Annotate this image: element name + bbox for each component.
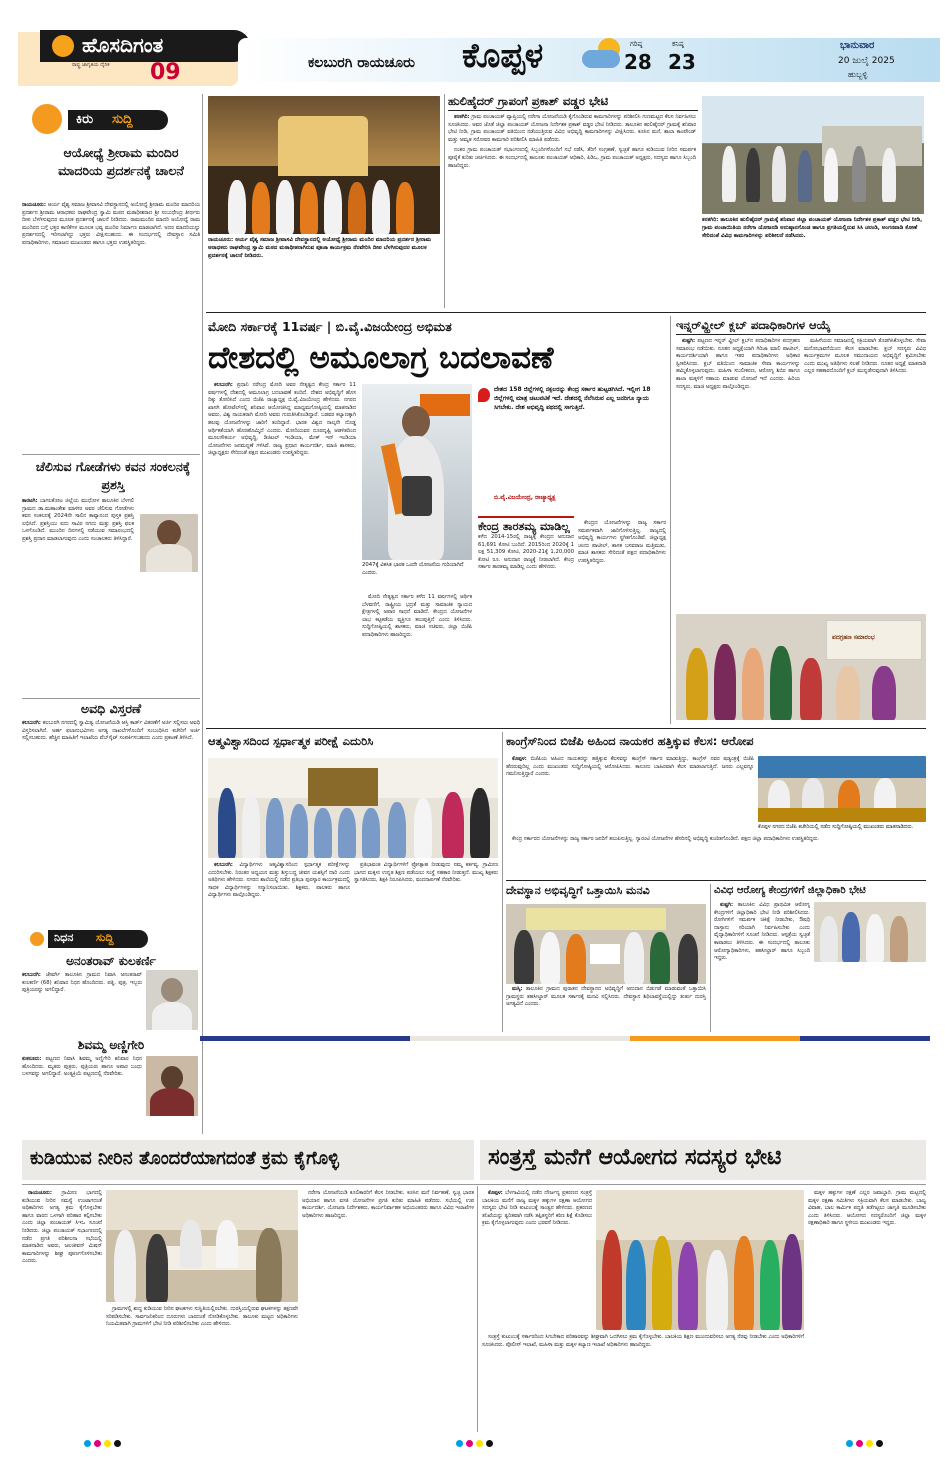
author-photo [140,514,198,572]
page-number: 09 [150,60,181,85]
masthead [0,0,945,90]
kirusuddi-header [22,102,172,138]
nidhana-label-b: ಸುದ್ದಿ [96,931,114,944]
bottom-right-body-3 [808,1190,926,1430]
factbox-title: ಕೇಂದ್ರ ತಾರತಮ್ಯ ಮಾಡಿಲ್ಲ [478,520,570,533]
story1-dateline: ರಾಯಚೂರು: [22,202,46,208]
h1-title: ಹುಲಿಹೈದರ್ ಗ್ರಾಪಂಗೆ ಪ್ರಕಾಶ್ ವಡ್ಡರ ಭೇಟಿ [448,94,609,108]
photo-water-meeting [106,1190,298,1302]
lead-photo [362,384,472,560]
bottom-left-body [22,1190,102,1430]
row3-a-dateline: ಕಲಬುರಗಿ: [214,862,233,868]
photo-health-visit [814,902,926,962]
row3-c-dateline: ಮಸ್ಕಿ: [512,986,523,992]
row3-d-text: ತಾಲೂಕಿನ ವಿವಿಧ ಪ್ರಾಥಮಿಕ ಆರೋಗ್ಯ ಕೇಂದ್ರಗಳಿಗೆ ಜಿಲ್ಲಾಧಿಕಾರಿ ಭೇಟಿ ನೀಡಿ ಪರಿಶೀಲಿಸಿದರು. ರೋಗಿಗಳಿಗೆ ಸಮರ್ಪಕ ಚಿಕಿತ್ಸೆ ನೀಡಬೇಕು, ಔಷಧಿ ದಾಸ್ತಾನು ಸರಿಯಾಗಿ ನಿರ್ವಹಿಸಬೇಕು ಎಂದು ವೈದ್ಯಾಧಿಕಾರಿಗಳಿಗೆ ಸೂಚನೆ ನೀಡಿದರು. ಆಸ್ಪತ್ರೆಯ ಸ್ವಚ್ಛತೆ ಕಾಪಾಡಲು ತಿಳಿಸಿದರು. ಈ ಸಂದರ್ಭದಲ್ಲಿ ತಾಲೂಕು ಆರೋಗ್ಯಾಧಿಕಾರಿಗಳು, ತಹಸೀಲ್ದಾರ್ ಹಾಗೂ ಸಿಬ್ಬಂದಿ ಇದ್ದರು. [714,902,810,962]
bottom-left-dateline: ರಾಯಚೂರು: [28,1190,52,1196]
lead-col3-text: ಕೇಂದ್ರದ ಯೋಜನೆಗಳನ್ನು ರಾಜ್ಯ ಸರ್ಕಾರ ಸಮರ್ಪಕವಾಗಿ ಜಾರಿಗೊಳಿಸುತ್ತಿಲ್ಲ. ರಾಜ್ಯದಲ್ಲಿ ಅಭಿವೃದ್ಧಿ ಕಾರ್ಯಗಳು ಸ್ಥಗಿತಗೊಂಡಿವೆ. ಜಿಲ್ಲಾಧ್ಯಕ್ಷ ಚಂದು ಪಾಟೀಲ್, ಶಾಸಕ ಬಸವರಾಜ ಮತ್ತಿಮಡು, ಮಾಜಿ ಶಾಸಕರು ಸೇರಿದಂತೆ ಪಕ್ಷದ ಪದಾಧಿಕಾರಿಗಳು ಉಪಸ್ಥಿತರಿದ್ದರು. [578,520,666,564]
obit2-name: ಶಿವಮ್ಮ ಅಣ್ಣಿಗೇರಿ [77,1038,145,1052]
kirusuddi-column [22,94,200,1134]
row3-b-body [506,756,754,836]
story3-text: ಕಲಬುರಗಿ ನಗರದಲ್ಲಿ ಸ್ವಾಮಿತ್ವ ಯೋಜನೆಯಡಿ ಆಸ್ತಿ ಕಾರ್ಡ್ ವಿತರಣೆಗೆ ಅರ್ಜಿ ಸಲ್ಲಿಸಲು ಅವಧಿ ವಿಸ್ತರಿಸಲಾಗಿದೆ. ಅರ್ಹ ಫಲಾನುಭವಿಗಳು ಅಗತ್ಯ ದಾಖಲೆಗಳೊಂದಿಗೆ ಸಂಬಂಧಿಸಿದ ಕಚೇರಿಗೆ ಅರ್ಜಿ ಸಲ್ಲಿಸಬಹುದು. ಹೆಚ್ಚಿನ ಮಾಹಿತಿಗೆ ಇಲಾಖೆಯ ವೆಬ್‌ಸೈಟ್ ಸಂಪರ್ಕಿಸಬಹುದು ಎಂದು ಪ್ರಕಟಣೆ ತಿಳಿಸಿದೆ. [22,720,200,742]
lead-headline: ದೇಶದಲ್ಲಿ ಅಮೂಲಾಗ್ರ ಬದಲಾವಣೆ [208,340,554,376]
photo-innerwheel [676,614,926,720]
bottom-right-body-2 [482,1334,804,1430]
district-names: ಕಲಬುರಗಿ ರಾಯಚೂರು [308,55,415,71]
obit2-photo [146,1056,198,1116]
row3-b-text: ಬಿಜೆಪಿಯ ಅಹಿಂದ ನಾಯಕರನ್ನು ಹತ್ತಿಕ್ಕುವ ಕೆಲಸವನ್ನು ಕಾಂಗ್ರೆಸ್ ಸರ್ಕಾರ ಮಾಡುತ್ತಿದ್ದು, ಕಾಂಗ್ರೆಸ್ ನವರ ಷಡ್ಯಂತ್ರಕ್ಕೆ ಬಿಜೆಪಿ ಹೆದರುವುದಿಲ್ಲ ಎಂದು ಮುಖಂಡರು ಸುದ್ದಿಗೋಷ್ಠಿಯಲ್ಲಿ ಆರೋಪಿಸಿದರು. ಕಾನೂನು ಬಾಹಿರವಾಗಿ ಕೆಲಸ ಮಾಡಲಾಗುತ್ತಿದೆ. ಜನರು ಎಲ್ಲವನ್ನೂ ಗಮನಿಸುತ್ತಿದ್ದಾರೆ ಎಂದರು. [506,756,754,778]
city: ಹುಬ್ಬಳ್ಳಿ [848,70,868,79]
row3-a-text-2: ಪ್ರತಿಭಾವಂತ ವಿದ್ಯಾರ್ಥಿಗಳಿಗೆ ಪ್ರೋತ್ಸಾಹ ನೀಡುವುದು ನಮ್ಮ ಕರ್ತವ್ಯ. ಗ್ರಾಮೀಣ ಭಾಗದ ಮಕ್ಕಳು ಉನ್ನತ ಶಿಕ್ಷಣ ಪಡೆಯಲು ಸಂಸ್ಥೆ ಸಹಕಾರ ನೀಡುತ್ತದೆ. ಮುಖ್ಯ ಶಿಕ್ಷಕರು ಸ್ವಾಗತಿಸಿದರು, ಶಿಕ್ಷಕಿ ನಿರೂಪಿಸಿದರು, ವಂದನಾರ್ಪಣೆ ನೆರವೇರಿತು. [354,862,498,884]
date: 20 ಜುಲೈ 2025 [838,56,895,66]
story1-body [22,202,200,452]
row3-c-text: ತಾಲೂಕಿನ ಗ್ರಾಮದ ಪುರಾತನ ದೇವಸ್ಥಾನದ ಅಭಿವೃದ್ಧಿಗೆ ಅನುದಾನ ಬಿಡುಗಡೆ ಮಾಡುವಂತೆ ಒತ್ತಾಯಿಸಿ ಗ್ರಾಮಸ್ಥರು ತಹಸೀಲ್ದಾರ್ ಮೂಲಕ ಸರ್ಕಾರಕ್ಕೆ ಮನವಿ ಸಲ್ಲಿಸಿದರು. ದೇವಸ್ಥಾನ ಶಿಥಿಲಾವಸ್ಥೆಯಲ್ಲಿದ್ದು ತುರ್ತು ದುರಸ್ತಿ ಅಗತ್ಯವಿದೆ ಎಂದರು. [506,986,706,1008]
photo1-caption: ರಾಯಚೂರು: ಆರ್ಯ ವೈಶ್ಯ ಸಮಾಜ ಶ್ರೀವಾಸವಿ ದೇವಸ್ಥಾನದಲ್ಲಿ ಅಯೋಧ್ಯೆ ಶ್ರೀರಾಮ ಮಂದಿರ ಮಾದರಿಯ ಪ್ರದರ್ಶನ ಶ್ರೀರಾಮ ಆರಾಧಕರು ರಾಘವೇಂದ್ರ ಸ್ವಾಮಿ ಮಠದ ಮಠಾಧೀಶರಾಗಿರುವ ಪೂಜಾ ಕಾರ್ಯಕ್ರಮ ನೆರವೇರಿಸಿ ದೀಪ ಬೆಳಗಿಸುವುದರ ಮೂಲಕ ಪ್ರದರ್ಶನಕ್ಕೆ ಚಾಲನೆ ನೀಡಿದರು. [208,237,432,259]
photo-commission-visit [596,1190,804,1330]
obit1-photo [146,970,198,1030]
date-day: ಭಾನುವಾರ [840,40,875,51]
innerwheel-banner: ಪದಗ್ರಹಣ ಸಮಾರಂಭ [832,634,875,641]
lead-dateline: ಕಲಬುರಗಿ: [214,382,233,388]
registration-marks-center [456,1440,516,1448]
bottom-right-title: ಸಂತ್ರಸ್ತೆ ಮನೆಗೆ ಆಯೋಗದ ಸದಸ್ಯರ ಭೇಟಿ [488,1145,782,1170]
row3-d-dateline: ಕುಷ್ಟಗಿ: [720,902,734,908]
row3-d-body [714,902,810,1032]
bottom-right-text-3: ಮಕ್ಕಳ ಹಕ್ಕುಗಳ ರಕ್ಷಣೆ ಎಲ್ಲರ ಜವಾಬ್ದಾರಿ. ಗ್ರಾಮ ಮಟ್ಟದಲ್ಲಿ ಮಕ್ಕಳ ರಕ್ಷಣಾ ಸಮಿತಿಗಳು ಸಕ್ರಿಯವಾಗಿ ಕೆಲಸ ಮಾಡಬೇಕು. ಬಾಲ್ಯ ವಿವಾಹ, ಬಾಲ ಕಾರ್ಮಿಕ ಪದ್ಧತಿ ತಡೆಗಟ್ಟಲು ಜಾಗೃತಿ ಮೂಡಿಸಬೇಕು ಎಂದು ತಿಳಿಸಿದರು. ಆಯೋಗದ ಸದಸ್ಯರೊಂದಿಗೆ ಜಿಲ್ಲಾ ಮಕ್ಕಳ ರಕ್ಷಣಾಧಿಕಾರಿ ಹಾಗೂ ಸ್ಥಳೀಯ ಮುಖಂಡರು ಇದ್ದರು. [808,1190,926,1227]
bottom-right-body [482,1190,592,1330]
lead-kicker: ಮೋದಿ ಸರ್ಕಾರಕ್ಕೆ 11ವರ್ಷ | ಬಿ.ವೈ.ವಿಜಯೇಂದ್ರ ಅಭಿಮತ [208,319,452,334]
section-divider [200,1036,930,1041]
innerwheel-dateline: ಕುಷ್ಟಗಿ: [682,338,696,344]
brand-name: ಹೊಸದಿಗಂತ [82,33,164,57]
row3-c-body [506,986,706,1032]
bottom-right-text: ಬೆಳಗಾವಿಯಲ್ಲಿ ನಡೆದ ದೌರ್ಜನ್ಯ ಪ್ರಕರಣದ ಸಂತ್ರಸ್ತೆ ಬಾಲಕಿಯ ಮನೆಗೆ ರಾಜ್ಯ ಮಕ್ಕಳ ಹಕ್ಕುಗಳ ರಕ್ಷಣಾ ಆಯೋಗದ ಸದಸ್ಯರು ಭೇಟಿ ನೀಡಿ ಕುಟುಂಬಕ್ಕೆ ಸಾಂತ್ವನ ಹೇಳಿದರು. ಪ್ರಕರಣದ ತನಿಖೆಯನ್ನು ತ್ವರಿತವಾಗಿ ನಡೆಸಿ ತಪ್ಪಿತಸ್ಥರಿಗೆ ಕಠಿಣ ಶಿಕ್ಷೆ ಕೊಡಿಸಲು ಕ್ರಮ ಕೈಗೊಳ್ಳಲಾಗುವುದು ಎಂದು ಭರವಸೆ ನೀಡಿದರು. [482,1190,592,1227]
bottom-left-text: ಗ್ರಾಮೀಣ ಭಾಗದಲ್ಲಿ ಕುಡಿಯುವ ನೀರಿನ ಸಮಸ್ಯೆ ಉಂಟಾಗದಂತೆ ಅಧಿಕಾರಿಗಳು ಅಗತ್ಯ ಕ್ರಮ ಕೈಗೊಳ್ಳಬೇಕು ಹಾಗೂ ವಾರದ ಒಳಗಾಗಿ ಪರಿಹಾರ ಕಲ್ಪಿಸಬೇಕು ಎಂದು ಜಿಲ್ಲಾ ಪಂಚಾಯತ್ ಸಿಇಒ ಸೂಚನೆ ನೀಡಿದರು. ಜಿಲ್ಲಾ ಪಂಚಾಯತ್ ಸಭಾಂಗಣದಲ್ಲಿ ನಡೆದ ಪ್ರಗತಿ ಪರಿಶೀಲನಾ ಸಭೆಯಲ್ಲಿ ಮಾತನಾಡಿದ ಅವರು, ಜಲಜೀವನ್ ಮಿಷನ್ ಕಾಮಗಾರಿಗಳನ್ನು ಶೀಘ್ರ ಪೂರ್ಣಗೊಳಿಸಬೇಕು ಎಂದರು. [22,1190,102,1265]
lead-quote-box [478,386,664,506]
photo-bjp-press [758,756,926,822]
row3-b-dateline: ಕೊಪ್ಪಳ: [512,756,527,762]
lead-body [208,382,356,722]
nidhana-header [30,928,150,950]
lead-text-2: ಮೋದಿ ನೇತೃತ್ವದ ಸರ್ಕಾರ ಕಳೆದ 11 ವರ್ಷಗಳಲ್ಲಿ ಆರ್ಥಿಕ ಬೆಳವಣಿಗೆ, ರಾಷ್ಟ್ರೀಯ ಭದ್ರತೆ ಮತ್ತು ಸಾಮಾಜಿಕ ನ್ಯಾಯದ ಕ್ಷೇತ್ರಗಳಲ್ಲಿ ಅಪಾರ ಸಾಧನೆ ಮಾಡಿದೆ. ಕೇಂದ್ರದ ಯೋಜನೆಗಳ ಲಾಭ ಕಟ್ಟಕಡೆಯ ವ್ಯಕ್ತಿಗೂ ತಲುಪುತ್ತಿದೆ ಎಂದು ತಿಳಿಸಿದರು. ಸುದ್ದಿಗೋಷ್ಠಿಯಲ್ಲಿ ಶಾಸಕರು, ಮಾಜಿ ಸಚಿವರು, ಜಿಲ್ಲಾ ಬಿಜೆಪಿ ಪದಾಧಿಕಾರಿಗಳು ಹಾಜರಿದ್ದರು. [362,594,472,638]
story1-text: ಆರ್ಯ ವೈಶ್ಯ ಸಮಾಜ ಶ್ರೀವಾಸವಿ ದೇವಸ್ಥಾನದಲ್ಲಿ ಅಯೋಧ್ಯೆ ಶ್ರೀರಾಮ ಮಂದಿರ ಮಾದರಿಯ ಪ್ರದರ್ಶನ ಶ್ರೀರಾಮ ಆರಾಧಕರು ರಾಘವೇಂದ್ರ ಸ್ವಾಮಿ ಮಠದ ಮಠಾಧೀಶರಾದ ಶ್ರೀ ಸುಬುಧೇಂದ್ರ ತೀರ್ಥರು ದೀಪ ಬೆಳಗಿಸುವುದರ ಮೂಲಕ ಪ್ರದರ್ಶನಕ್ಕೆ ಚಾಲನೆ ನೀಡಿದರು. ರಾಮಮಂದಿರ ಮಾದರಿ ಅಯೋಧ್ಯೆ ರಾಮ ಮಂದಿರದ ಬಗ್ಗೆ ಭಕ್ತರ ಕಾಣಿಕೆಗಳ ಮೂಲಕ ಭವ್ಯ ಮಂದಿರ ನಿರ್ಮಾಣ ಮಾಡಲಾಗಿದೆ. ಅದರ ಮಾದರಿಯನ್ನು ಪ್ರದರ್ಶನದಲ್ಲಿ ಇರಿಸಲಾಗಿದ್ದು ಭಕ್ತರು ವೀಕ್ಷಿಸಬಹುದು. ಈ ಸಂದರ್ಭದಲ್ಲಿ ದೇವಸ್ಥಾನ ಸಮಿತಿ ಪದಾಧಿಕಾರಿಗಳು, ಸಮಾಜದ ಮುಖಂಡರು ಹಾಗೂ ಭಕ್ತರು ಉಪಸ್ಥಿತರಿದ್ದರು. [22,202,200,246]
kirusuddi-label-b: ಸುದ್ದಿ [112,112,133,127]
registration-marks-right [846,1440,906,1448]
bottom-right-dateline: ಕೊಪ್ಪಳ: [488,1190,503,1196]
row3-c-title: ದೇವಸ್ಥಾನ ಅಭಿವೃದ್ಧಿಗೆ ಒತ್ತಾಯಿಸಿ ಮನವಿ [506,884,650,897]
row3-b-text-2: ಕೇಂದ್ರ ಸರ್ಕಾರದ ಯೋಜನೆಗಳನ್ನು ರಾಜ್ಯ ಸರ್ಕಾರ ಜನರಿಗೆ ತಲುಪಿಸುತ್ತಿಲ್ಲ. ಗ್ಯಾರಂಟಿ ಯೋಜನೆಗಳ ಹೆಸರಿನಲ್ಲಿ ಅಭಿವೃದ್ಧಿ ಕುಂಠಿತಗೊಂಡಿದೆ. ಪಕ್ಷದ ಜಿಲ್ಲಾ ಪದಾಧಿಕಾರಿಗಳು ಉಪಸ್ಥಿತರಿದ್ದರು. [512,836,820,842]
story2-body [22,498,134,576]
lamp-icon [52,35,74,57]
story2-dateline: ಕಾರಟಗಿ: [22,498,38,504]
lead-quote: ದೇಶದ 158 ಜಿಲ್ಲೆಗಳಲ್ಲಿ ನಕ್ಸಲರನ್ನು ಕೇಂದ್ರ ಸರ್ಕಾರ ಹುಟ್ಟಡಗಿಸಿದೆ. ಇಲ್ಲೀಗ 18 ಜಿಲ್ಲೆಗಳಲ್ಲಿ ಮಾತ್ರ ಚಟುವಟಿಕೆ ಇದೆ. ದೇಶದಲ್ಲಿ ನೆಲೆಸಿರುವ ಎಲ್ಲ ಜನರಿಗೂ ನ್ಯಾಯ ಸಿಗಬೇಕು. ದೇಶ ಅಭಿವೃದ್ಧಿ ಪಥದಲ್ಲಿ ಸಾಗುತ್ತಿದೆ. [494,386,651,411]
photo-temple-exhibition [208,96,440,234]
story2-title: ಚೆಲಿಸುವ ಗೋಡೆಗಳು ಕವನ ಸಂಕಲನಕ್ಕೆ ಪ್ರಶಸ್ತಿ [35,459,191,492]
innerwheel-text: ಪಟ್ಟಣದ ಇನ್ನರ್ ವ್ಹೀಲ್ ಕ್ಲಬ್‌ನ ಪದಾಧಿಕಾರಿಗಳ ಪದಗ್ರಹಣ ಸಮಾರಂಭ ನಡೆಯಿತು. ನೂತನ ಅಧ್ಯಕ್ಷೆಯಾಗಿ ಗಿರಿಜಾ ಮಾಲಿ ಪಾಟೀಲ್, ಕಾರ್ಯದರ್ಶಿಯಾಗಿ ಹಾಗೂ ಇತರ ಪದಾಧಿಕಾರಿಗಳು ಅಧಿಕಾರ ಸ್ವೀಕರಿಸಿದರು. ಕ್ಲಬ್ ವತಿಯಿಂದ ಸಾಮಾಜಿಕ ಸೇವಾ ಕಾರ್ಯಗಳನ್ನು ಹಮ್ಮಿಕೊಳ್ಳಲಾಗುವುದು. ಮಹಿಳಾ ಸಬಲೀಕರಣ, ಆರೋಗ್ಯ ಶಿಬಿರ ಹಾಗೂ ಶಾಲಾ ಮಕ್ಕಳಿಗೆ ಸಹಾಯ ಮಾಡುವ ಯೋಜನೆ ಇದೆ ಎಂದರು. ಹಿರಿಯ ಸದಸ್ಯರು, ಮಾಜಿ ಅಧ್ಯಕ್ಷರು ಪಾಲ್ಗೊಂಡಿದ್ದರು. [676,338,800,390]
bottom-left-text-3: ನರೇಗಾ ಯೋಜನೆಯಡಿ ಕೂಲಿಕಾರರಿಗೆ ಕೆಲಸ ನೀಡಬೇಕು. ಕೂಸಿನ ಮನೆ ನಿರ್ವಹಣೆ, ಸ್ವಚ್ಛ ಭಾರತ ಅಭಿಯಾನ ಹಾಗೂ ವಸತಿ ಯೋಜನೆಗಳ ಪ್ರಗತಿ ಕುರಿತು ಮಾಹಿತಿ ಪಡೆದರು. ಸಭೆಯಲ್ಲಿ ಉಪ ಕಾರ್ಯದರ್ಶಿ, ಯೋಜನಾ ನಿರ್ದೇಶಕರು, ಕಾರ್ಯನಿರ್ವಾಹಕ ಅಭಿಯಂತರರು ಹಾಗೂ ವಿವಿಧ ಇಲಾಖೆಗಳ ಅಧಿಕಾರಿಗಳು ಹಾಜರಿದ್ದರು. [302,1190,474,1219]
section-title: ಕೊಪ್ಪಳ [462,36,544,76]
innerwheel-title: ಇನ್ನರ್‌ವ್ಹೀಲ್ ಕ್ಲಬ್ ಪದಾಧಿಕಾರಿಗಳ ಆಯ್ಕೆ [676,318,831,332]
obit2-dateline: ಕುಕನೂರು: [22,1056,42,1062]
story3-body [22,720,200,920]
row3-a-text: ವಿದ್ಯಾರ್ಥಿಗಳು ಆತ್ಮವಿಶ್ವಾಸದಿಂದ ಸ್ಪರ್ಧಾತ್ಮಕ ಪರೀಕ್ಷೆಗಳನ್ನು ಎದುರಿಸಬೇಕು. ನಿರಂತರ ಅಧ್ಯಯನ ಮತ್ತು ಶಿಸ್ತುಬದ್ಧ ಜೀವನ ಯಶಸ್ಸಿಗೆ ದಾರಿ ಎಂದು ಅತಿಥಿಗಳು ಹೇಳಿದರು. ನಗರದ ಶಾಲೆಯಲ್ಲಿ ನಡೆದ ಪ್ರತಿಭಾ ಪುರಸ್ಕಾರ ಕಾರ್ಯಕ್ರಮದಲ್ಲಿ ಸಾಧಕ ವಿದ್ಯಾರ್ಥಿಗಳನ್ನು ಸನ್ಮಾನಿಸಲಾಯಿತು. ಶಿಕ್ಷಕರು, ಪಾಲಕರು ಹಾಗೂ ವಿದ್ಯಾರ್ಥಿಗಳು ಪಾಲ್ಗೊಂಡಿದ್ದರು. [208,862,350,899]
story1-title: ಆಯೋಧ್ಯೆ ಶ್ರೀರಾಮ ಮಂದಿರ ಮಾದರಿಯ ಪ್ರದರ್ಶನಕ್ಕೆ ಚಾಲನೆ [58,145,184,178]
row3-b-caption: ಕೊಪ್ಪಳ ನಗರದ ಬಿಜೆಪಿ ಕಚೇರಿಯಲ್ಲಿ ನಡೆದ ಸುದ್ದಿಗೋಷ್ಠಿಯಲ್ಲಿ ಮುಖಂಡರು ಮಾತನಾಡಿದರು. [758,824,914,830]
story3-title: ಅವಧಿ ವಿಸ್ತರಣೆ [80,701,142,716]
row3-a-title: ಆತ್ಮವಿಶ್ವಾಸದಿಂದ ಸ್ಪರ್ಧಾತ್ಮಕ ಪರೀಕ್ಷೆ ಎದುರಿಸಿ [208,734,374,748]
hand-icon [32,104,62,134]
photo-village-visit [702,96,924,214]
bottom-left-text-2: ಗ್ರಾಮಗಳಲ್ಲಿ ಶುದ್ಧ ಕುಡಿಯುವ ನೀರಿನ ಘಟಕಗಳು ಸುಸ್ಥಿತಿಯಲ್ಲಿರಬೇಕು. ದುರಸ್ತಿಯಲ್ಲಿರುವ ಘಟಕಗಳನ್ನು ತಕ್ಷಣವೇ ಸರಿಪಡಿಸಬೇಕು. ಸಾರ್ವಜನಿಕರಿಂದ ದೂರುಗಳು ಬಾರದಂತೆ ನೋಡಿಕೊಳ್ಳಬೇಕು. ತಾಲೂಕು ಮಟ್ಟದ ಅಧಿಕಾರಿಗಳು ನಿಯಮಿತವಾಗಿ ಗ್ರಾಮಗಳಿಗೆ ಭೇಟಿ ನೀಡಿ ಪರಿಶೀಲಿಸಬೇಕು ಎಂದು ಹೇಳಿದರು. [106,1306,298,1328]
obit1-name: ಅನಂತರಾವ್ ಕುಲಕರ್ಣಿ [66,954,156,968]
photo-students [208,758,498,858]
row3-a-body-2 [354,862,498,1030]
quote-icon [478,388,490,402]
brand-logo [40,30,250,62]
obit2-body [22,1056,142,1130]
temp-max: 28 [624,50,652,74]
registration-marks-left [84,1440,144,1448]
brand-tagline: ರಾಷ್ಟ್ರ ಜಾಗೃತಿಯ ದೈನಿಕ [72,62,110,68]
row3-a-body [208,862,350,1030]
bottom-right-text-2: ಸಂತ್ರಸ್ತೆ ಕುಟುಂಬಕ್ಕೆ ಸರ್ಕಾರದಿಂದ ಸಿಗಬೇಕಾದ ಪರಿಹಾರವನ್ನು ಶೀಘ್ರವಾಗಿ ಒದಗಿಸಲು ಕ್ರಮ ಕೈಗೊಳ್ಳಬೇಕು. ಬಾಲಕಿಯ ಶಿಕ್ಷಣ ಮುಂದುವರಿಸಲು ಅಗತ್ಯ ನೆರವು ನೀಡಬೇಕು ಎಂದು ಅಧಿಕಾರಿಗಳಿಗೆ ಸೂಚಿಸಿದರು. ಪೊಲೀಸ್ ಇಲಾಖೆ, ಮಹಿಳಾ ಮತ್ತು ಮಕ್ಕಳ ಕಲ್ಯಾಣ ಇಲಾಖೆ ಅಧಿಕಾರಿಗಳು ಹಾಜರಿದ್ದರು. [482,1334,804,1348]
story2-text: ಬಾಗಲಕೋಟ ಜಿಲ್ಲೆಯ ಮುಧೋಳ ತಾಲೂಕಿನ ಬೆಳಗಲಿ ಗ್ರಾಮದ ಡಾ.ಮಹಾಂತೇಶ ಮಾಳೀರ ಅವರ ಚೆಲಿಸುವ ಗೋಡೆಗಳು ಕವನ ಸಂಕಲನಕ್ಕೆ 2024ನೇ ಸಾಲಿನ ಕಾವ್ಯಾನಂದ ಪುಸ್ತಕ ಪ್ರಶಸ್ತಿ ಲಭಿಸಿದೆ. ಪ್ರಶಸ್ತಿಯು ಐದು ಸಾವಿರ ನಗದು ಮತ್ತು ಪ್ರಶಸ್ತಿ ಫಲಕ ಒಳಗೊಂಡಿದೆ. ಮುಂದಿನ ದಿನಗಳಲ್ಲಿ ನಡೆಯುವ ಸಮಾರಂಭದಲ್ಲಿ ಪ್ರಶಸ್ತಿ ಪ್ರದಾನ ಮಾಡಲಾಗುವುದು ಎಂದು ಸಂಚಾಲಕರು ತಿಳಿಸಿದ್ದಾರೆ. [22,498,134,542]
temp-min-label: ಕನಿಷ್ಠ [672,40,684,48]
lead-factbox [478,516,574,716]
factbox-body: ಕಳೆದ 2014-15ರಲ್ಲಿ ರಾಜ್ಯಕ್ಕೆ ಕೇಂದ್ರದ ಅನುದಾನ 61,691 ಕೋಟಿ ಬಂದಿದೆ. 2015ರಿಂದ 2020ಕ್ಕೆ 1 ಲಕ್ಷ 51,309 ಕೋಟಿ, 2020-21ಕ್ಕೆ 1,20,000 ಕೋಟಿ ರೂ. ಅನುದಾನ ರಾಜ್ಯಕ್ಕೆ ನೀಡಲಾಗಿದೆ. ಕೇಂದ್ರ ಸರ್ಕಾರ ತಾರತಮ್ಯ ಮಾಡಿಲ್ಲ ಎಂದು ಹೇಳಿದರು. [478,534,574,571]
h1-text: ಗ್ರಾಮ ಪಂಚಾಯತ್ ವ್ಯಾಪ್ತಿಯಲ್ಲಿ ನರೇಗಾ ಯೋಜನೆಯಡಿ ಕೈಗೊಂಡಿರುವ ಕಾಮಗಾರಿಗಳನ್ನು ಪರಿಶೀಲಿಸಿ ಗುಣಮಟ್ಟದ ಕೆಲಸ ನಿರ್ವಹಿಸಲು ಸೂಚಿಸಿದರು. ಅವರ ಜೊತೆ ಜಿಲ್ಲಾ ಪಂಚಾಯತ್ ಯೋಜನಾ ನಿರ್ದೇಶಕ ಪ್ರಕಾಶ್ ವಡ್ಡರ ಭೇಟಿ ನೀಡಿದರು. ತಾಲೂಕಿನ ಹುಲಿಹೈದರ್ ಗ್ರಾಮಕ್ಕೆ ಶನಿವಾರ ಭೇಟಿ ನೀಡಿ, ಗ್ರಾಮ ಪಂಚಾಯತ್ ವತಿಯಿಂದ ನಡೆಯುತ್ತಿರುವ ವಿವಿಧ ಅಭಿವೃದ್ಧಿ ಕಾಮಗಾರಿಗಳನ್ನು ವೀಕ್ಷಿಸಿದರು. ಕೂಸಿನ ಮನೆ, ಶಾಲಾ ಕಾಂಪೌಂಡ್ ಮತ್ತು ಅಮೃತ ಸರೋವರ ಕಾಮಗಾರಿ ಪರಿಶೀಲಿಸಿ ಮಾಹಿತಿ ಪಡೆದರು. [448,114,696,143]
photo-temple-petition [506,904,706,984]
lead-photo-caption: 2047ಕ್ಕೆ ವಿಕಸಿತ ಭಾರತ ಒಂದೇ ಯೋಜನೆಯ ಗುರಿಯಾಗಿದೆ ಎಂದರು. [362,562,464,576]
h1-dateline: ಕನಕಗಿರಿ: [454,114,470,120]
lead-body-2 [362,594,472,720]
lead-quote-by: ಬಿ.ವೈ.ವಿಜಯೇಂದ್ರ, ರಾಜ್ಯಾಧ್ಯಕ್ಷ [494,494,556,501]
lead-col3 [578,520,666,720]
h1-body [448,114,696,310]
obit1-body [22,972,142,1032]
bottom-left-body-3 [302,1190,474,1430]
row3-b-title: ಕಾಂಗ್ರೆಸ್‌ನಿಂದ ಬಿಜೆಪಿ ಅಹಿಂದ ನಾಯಕರ ಹತ್ತಿಕ್ಕುವ ಕೆಲಸ: ಆರೋಪ [506,734,754,748]
story2-body-cont [22,578,200,698]
story3-dateline: ಕಲಬುರಗಿ: [22,720,41,726]
lead-text: ಪ್ರಧಾನಿ ನರೇಂದ್ರ ಮೋದಿ ಅವರ ನೇತೃತ್ವದ ಕೇಂದ್ರ ಸರ್ಕಾರ 11 ವರ್ಷಗಳಲ್ಲಿ ದೇಶದಲ್ಲಿ ಅಮೂಲಾಗ್ರ ಬದಲಾವಣೆ ತಂದಿದೆ. ದೇಶದ ಅಭಿವೃದ್ಧಿಗೆ ಹೊಸ ದಿಕ್ಕು ತೋರಿಸಿದೆ ಎಂದು ಬಿಜೆಪಿ ರಾಜ್ಯಾಧ್ಯಕ್ಷ ಬಿ.ವೈ.ವಿಜಯೇಂದ್ರ ಹೇಳಿದರು. ನಗರದ ಖಾಸಗಿ ಹೋಟೆಲ್‌ನಲ್ಲಿ ಶನಿವಾರ ಆಯೋಜಿಸಿದ್ದ ಮಾಧ್ಯಮಗೋಷ್ಠಿಯಲ್ಲಿ ಮಾತನಾಡಿದ ಅವರು, ವಿಶ್ವ ನಾಯಕರಾಗಿ ಮೋದಿ ಅವರು ಗುರುತಿಸಿಕೊಂಡಿದ್ದಾರೆ. ಬಡವರ ಕಲ್ಯಾಣಕ್ಕಾಗಿ ಹಲವು ಯೋಜನೆಗಳನ್ನು ಜಾರಿಗೆ ತಂದಿದ್ದಾರೆ. ಭಾರತ ವಿಶ್ವದ ನಾಲ್ಕನೇ ದೊಡ್ಡ ಆರ್ಥಿಕತೆಯಾಗಿ ಹೊರಹೊಮ್ಮಿದೆ ಎಂದರು. ಮೋದಿಯವರ ದೂರದೃಷ್ಟಿ ಆಡಳಿತದಿಂದ ಮೂಲಸೌಕರ್ಯ ಅಭಿವೃದ್ಧಿ, ಡಿಜಿಟಲ್ ಇಂಡಿಯಾ, ಮೇಕ್ ಇನ್ ಇಂಡಿಯಾ ಯೋಜನೆಗಳು ಜನಮನ್ನಣೆ ಗಳಿಸಿವೆ. ರಾಜ್ಯ ಪ್ರಧಾನ ಕಾರ್ಯದರ್ಶಿ, ಮಾಜಿ ಶಾಸಕರು, ಜಿಲ್ಲಾಧ್ಯಕ್ಷರು ಸೇರಿದಂತೆ ಪಕ್ಷದ ಮುಖಂಡರು ಉಪಸ್ಥಿತರಿದ್ದರು. [208,382,356,457]
bottom-left-body-2 [106,1306,298,1430]
obit1-text: ಜೇವರ್ಗಿ ತಾಲೂಕಿನ ಗ್ರಾಮದ ನಿವಾಸಿ ಅನಂತರಾವ್ ಕುಲಕರ್ಣಿ (68) ಶನಿವಾರ ನಿಧನ ಹೊಂದಿದರು. ಪತ್ನಿ, ಪುತ್ರ, ಇಬ್ಬರು ಪುತ್ರಿಯರನ್ನು ಅಗಲಿದ್ದಾರೆ. [22,972,142,994]
innerwheel-body [676,338,800,610]
bottom-left-title: ಕುಡಿಯುವ ನೀರಿನ ತೊಂದರೆಯಾಗದಂತೆ ಕ್ರಮ ಕೈಗೊಳ್ಳಿ [30,1148,340,1169]
row3-d-title: ವಿವಿಧ ಆರೋಗ್ಯ ಕೇಂದ್ರಗಳಿಗೆ ಜಿಲ್ಲಾಧಿಕಾರಿ ಭೇಟಿ [714,885,866,896]
h1-text-2: ನಂತರ ಗ್ರಾಮ ಪಂಚಾಯತ್ ಸಭಾಂಗಣದಲ್ಲಿ ಸಿಬ್ಬಂದಿಗಳೊಂದಿಗೆ ಸಭೆ ನಡೆಸಿ, ತೆರಿಗೆ ಸಂಗ್ರಹಣೆ, ಸ್ವಚ್ಛತೆ ಹಾಗೂ ಕುಡಿಯುವ ನೀರಿನ ಸಮರ್ಪಕ ಪೂರೈಕೆ ಕುರಿತು ಚರ್ಚಿಸಿದರು. ಈ ಸಂದರ್ಭದಲ್ಲಿ ತಾಲೂಕು ಪಂಚಾಯತ್ ಅಧಿಕಾರಿ, ಪಿಡಿಒ, ಗ್ರಾಮ ಪಂಚಾಯತ್ ಅಧ್ಯಕ್ಷರು, ಸದಸ್ಯರು ಹಾಗೂ ಸಿಬ್ಬಂದಿ ಹಾಜರಿದ್ದರು. [448,147,696,169]
kirusuddi-label-a: ಕಿರು [76,112,94,127]
photo3-caption: ಕನಕಗಿರಿ: ತಾಲೂಕಿನ ಹುಲಿಹೈದರ್ ಗ್ರಾಮಕ್ಕೆ ಶನಿವಾರ ಜಿಲ್ಲಾ ಪಂಚಾಯತ್ ಯೋಜನಾ ನಿರ್ದೇಶಕ ಪ್ರಕಾಶ್ ವಡ್ಡರ ಭೇಟಿ ನೀಡಿ, ಗ್ರಾಮ ಪಂಚಾಯಿತಿಯ ನರೇಗಾ ಯೋಜನಡಿ ಅನುಷ್ಠಾನಗೊಂಡ ಹಾಗೂ ಪ್ರಗತಿಯಲ್ಲಿರುವ ಸಿಸಿ ಚರಂಡಿ, ಅಂಗನವಾಡಿ ಕೋಣೆ ಸೇರಿದಂತೆ ವಿವಿಧ ಕಾಮಗಾರಿಗಳನ್ನು ಪರಿಶೀಲನೆ ನಡೆಸಿದರು. [702,217,923,239]
obit2-text: ಪಟ್ಟಣದ ನಿವಾಸಿ ಶಿವಮ್ಮ ಅಣ್ಣಿಗೇರಿ ಶನಿವಾರ ನಿಧನ ಹೊಂದಿದರು. ಮೃತರು ಪುತ್ರರು, ಪುತ್ರಿಯರು ಹಾಗೂ ಅಪಾರ ಬಂಧು ಬಳಗವನ್ನು ಅಗಲಿದ್ದಾರೆ. ಅಂತ್ಯಕ್ರಿಯೆ ಪಟ್ಟಣದಲ್ಲಿ ನೆರವೇರಿತು. [22,1056,142,1078]
obit1-dateline: ಕಲಬುರಗಿ: [22,972,41,978]
innerwheel-text-2: ಮಹಿಳೆಯರು ಸಮಾಜದಲ್ಲಿ ಸಕ್ರಿಯವಾಗಿ ತೊಡಗಿಸಿಕೊಳ್ಳಬೇಕು. ಸೇವಾ ಮನೋಭಾವನೆಯಿಂದ ಕೆಲಸ ಮಾಡಬೇಕು. ಕ್ಲಬ್ ಸದಸ್ಯರು ವಿವಿಧ ಕಾರ್ಯಕ್ರಮಗಳ ಮೂಲಕ ಸಮುದಾಯದ ಅಭಿವೃದ್ಧಿಗೆ ಶ್ರಮಿಸಬೇಕು ಎಂದು ಮುಖ್ಯ ಅತಿಥಿಗಳು ಸಲಹೆ ನೀಡಿದರು. ನೂತನ ಅಧ್ಯಕ್ಷೆ ಮಾತನಾಡಿ ಎಲ್ಲರ ಸಹಕಾರದೊಂದಿಗೆ ಕ್ಲಬ್ ಮುನ್ನಡೆಸುವುದಾಗಿ ತಿಳಿಸಿದರು. [804,338,926,375]
row3-b-body-2 [506,836,926,876]
temp-max-label: ಗರಿಷ್ಠ [630,40,643,48]
temp-min: 23 [668,50,696,74]
weather-icon [580,36,626,72]
nidhana-label-a: ನಿಧನ [54,931,74,944]
innerwheel-body-2 [804,338,926,610]
lamp-icon [30,932,44,946]
